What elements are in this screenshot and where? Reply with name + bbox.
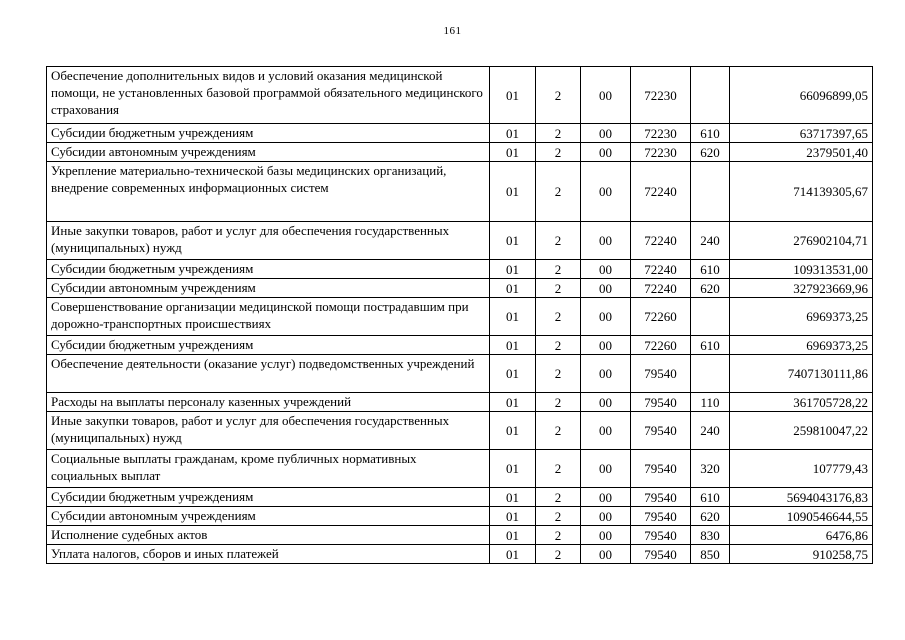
row-expense-type [691,298,730,336]
row-target-code: 79540 [631,355,691,393]
row-subsection: 2 [536,336,581,355]
row-target-code: 72240 [631,279,691,298]
row-subsection: 2 [536,393,581,412]
row-target-code: 79540 [631,507,691,526]
row-name: Субсидии бюджетным учреждениям [47,124,490,143]
row-section: 01 [490,336,536,355]
row-target-code: 72230 [631,67,691,124]
row-amount: 63717397,65 [730,124,873,143]
row-subsection: 2 [536,222,581,260]
table-row [47,488,873,507]
row-amount: 6969373,25 [730,298,873,336]
row-name: Обеспечение дополнительных видов и условий оказания медицинской помощи, не установленных базовой программой обязательного медицинского страхования [47,67,490,124]
row-target-code: 72230 [631,143,691,162]
row-subprogram: 00 [581,336,631,355]
row-name: Субсидии автономным учреждениям [47,279,490,298]
row-name: Расходы на выплаты персоналу казенных учреждений [47,393,490,412]
row-subprogram: 00 [581,526,631,545]
row-section: 01 [490,393,536,412]
table-row [47,526,873,545]
row-amount: 7407130111,86 [730,355,873,393]
row-subsection: 2 [536,260,581,279]
row-amount: 109313531,00 [730,260,873,279]
row-target-code: 72240 [631,260,691,279]
budget-table [46,66,873,564]
row-section: 01 [490,488,536,507]
table-row [47,545,873,564]
row-expense-type: 850 [691,545,730,564]
row-section: 01 [490,526,536,545]
row-section: 01 [490,124,536,143]
row-section: 01 [490,260,536,279]
row-target-code: 79540 [631,412,691,450]
row-subsection: 2 [536,450,581,488]
row-subsection: 2 [536,124,581,143]
row-subsection: 2 [536,162,581,222]
row-amount: 910258,75 [730,545,873,564]
row-expense-type [691,355,730,393]
row-section: 01 [490,545,536,564]
row-expense-type: 610 [691,488,730,507]
row-expense-type: 110 [691,393,730,412]
row-section: 01 [490,450,536,488]
row-target-code: 79540 [631,450,691,488]
row-expense-type: 610 [691,336,730,355]
row-expense-type [691,162,730,222]
row-section: 01 [490,298,536,336]
row-amount: 361705728,22 [730,393,873,412]
table-row [47,507,873,526]
row-expense-type: 240 [691,222,730,260]
row-subprogram: 00 [581,545,631,564]
row-subprogram: 00 [581,488,631,507]
table-row [47,222,873,260]
table-row [47,355,873,393]
row-section: 01 [490,222,536,260]
row-expense-type: 830 [691,526,730,545]
row-target-code: 72230 [631,124,691,143]
row-subprogram: 00 [581,393,631,412]
table-row [47,298,873,336]
row-expense-type: 240 [691,412,730,450]
row-name: Укрепление материально-технической базы медицинских организаций, внедрение современных информационных систем [47,162,490,222]
row-amount: 107779,43 [730,450,873,488]
row-name: Субсидии бюджетным учреждениям [47,336,490,355]
row-subsection: 2 [536,526,581,545]
row-amount: 5694043176,83 [730,488,873,507]
page-number: 161 [443,25,462,37]
table-row [47,260,873,279]
row-target-code: 79540 [631,488,691,507]
table-row [47,412,873,450]
row-section: 01 [490,279,536,298]
table-row [47,124,873,143]
row-amount: 66096899,05 [730,67,873,124]
table-row [47,279,873,298]
row-subprogram: 00 [581,450,631,488]
row-name: Субсидии бюджетным учреждениям [47,260,490,279]
row-section: 01 [490,507,536,526]
row-name: Иные закупки товаров, работ и услуг для обеспечения государственных (муниципальных) нужд [47,222,490,260]
row-subsection: 2 [536,279,581,298]
row-expense-type [691,67,730,124]
row-subsection: 2 [536,67,581,124]
row-name: Обеспечение деятельности (оказание услуг) подведомственных учреждений [47,355,490,393]
row-amount: 327923669,96 [730,279,873,298]
row-amount: 2379501,40 [730,143,873,162]
row-name: Уплата налогов, сборов и иных платежей [47,545,490,564]
row-target-code: 72240 [631,162,691,222]
row-subsection: 2 [536,143,581,162]
row-subsection: 2 [536,355,581,393]
row-name: Иные закупки товаров, работ и услуг для обеспечения государственных (муниципальных) нужд [47,412,490,450]
row-target-code: 79540 [631,393,691,412]
row-target-code: 79540 [631,526,691,545]
row-expense-type: 320 [691,450,730,488]
row-section: 01 [490,143,536,162]
table-row [47,162,873,222]
row-section: 01 [490,412,536,450]
row-target-code: 72260 [631,336,691,355]
row-expense-type: 610 [691,124,730,143]
row-expense-type: 620 [691,143,730,162]
row-amount: 276902104,71 [730,222,873,260]
row-subsection: 2 [536,412,581,450]
row-subprogram: 00 [581,260,631,279]
row-expense-type: 620 [691,507,730,526]
row-subprogram: 00 [581,279,631,298]
row-subsection: 2 [536,507,581,526]
row-name: Исполнение судебных актов [47,526,490,545]
row-subprogram: 00 [581,412,631,450]
row-subprogram: 00 [581,143,631,162]
row-name: Социальные выплаты гражданам, кроме публичных нормативных социальных выплат [47,450,490,488]
table-row [47,67,873,124]
table-row [47,143,873,162]
row-amount: 714139305,67 [730,162,873,222]
row-expense-type: 620 [691,279,730,298]
row-name: Субсидии автономным учреждениям [47,143,490,162]
row-target-code: 72240 [631,222,691,260]
row-subprogram: 00 [581,67,631,124]
row-name: Субсидии автономным учреждениям [47,507,490,526]
row-section: 01 [490,355,536,393]
row-amount: 6476,86 [730,526,873,545]
row-name: Субсидии бюджетным учреждениям [47,488,490,507]
row-subprogram: 00 [581,355,631,393]
table-row [47,336,873,355]
row-section: 01 [490,67,536,124]
row-subprogram: 00 [581,298,631,336]
row-subprogram: 00 [581,162,631,222]
row-subsection: 2 [536,298,581,336]
row-subsection: 2 [536,545,581,564]
row-subprogram: 00 [581,124,631,143]
row-section: 01 [490,162,536,222]
row-target-code: 79540 [631,545,691,564]
row-subprogram: 00 [581,507,631,526]
row-subprogram: 00 [581,222,631,260]
row-amount: 259810047,22 [730,412,873,450]
row-amount: 6969373,25 [730,336,873,355]
row-target-code: 72260 [631,298,691,336]
table-row [47,393,873,412]
row-subsection: 2 [536,488,581,507]
row-expense-type: 610 [691,260,730,279]
row-name: Совершенствование организации медицинской помощи пострадавшим при дорожно-транспортных происшествиях [47,298,490,336]
table-row [47,450,873,488]
row-amount: 1090546644,55 [730,507,873,526]
